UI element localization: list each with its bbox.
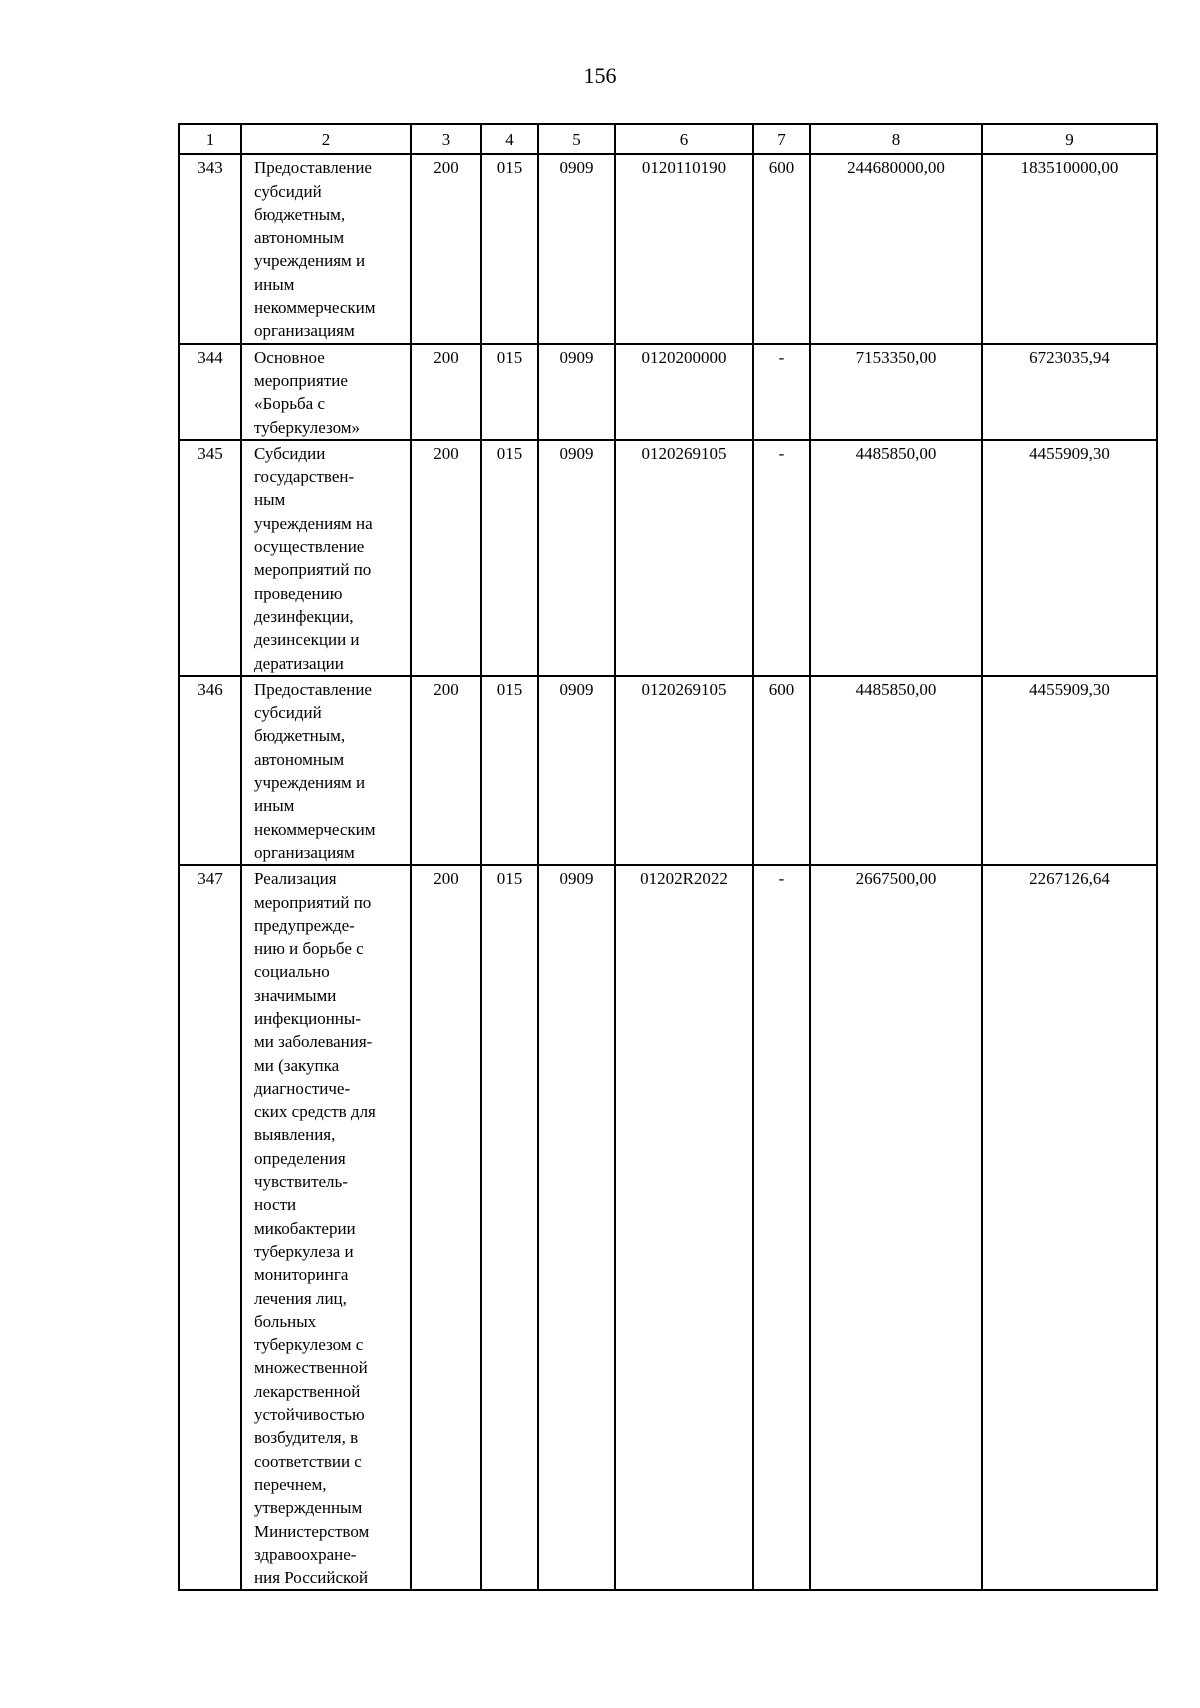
description-line: ным bbox=[254, 490, 286, 510]
admin-code-cell: 200 bbox=[411, 440, 481, 676]
table-body bbox=[179, 154, 1157, 1590]
target-article-cell: 0120269105 bbox=[615, 676, 753, 865]
admin-code-cell: 200 bbox=[411, 865, 481, 1590]
description-line: устойчивостью bbox=[254, 1405, 365, 1425]
description-line: нию и борьбе с bbox=[254, 939, 364, 959]
expense-type-cell: - bbox=[753, 344, 810, 440]
description-line: больных bbox=[254, 1311, 317, 1331]
column-header: 5 bbox=[538, 124, 615, 154]
description-line: Субсидии bbox=[254, 443, 326, 463]
expense-type-cell: 600 bbox=[753, 676, 810, 865]
description-line: бюджетным, bbox=[254, 204, 346, 224]
row-number-cell: 347 bbox=[179, 865, 241, 1590]
description-line: дезинсекции и bbox=[254, 630, 360, 650]
description-line: значимыми bbox=[254, 985, 337, 1005]
table-row bbox=[179, 865, 1157, 1590]
description-line: организациям bbox=[254, 321, 355, 341]
column-header: 7 bbox=[753, 124, 810, 154]
row-number-cell: 343 bbox=[179, 154, 241, 343]
page-number: 156 bbox=[583, 63, 617, 88]
row-number-cell: 345 bbox=[179, 440, 241, 676]
table-row bbox=[179, 676, 1157, 865]
description-line: утвержденным bbox=[254, 1498, 363, 1518]
section-code-cell: 015 bbox=[481, 865, 538, 1590]
planned-amount-cell: 4485850,00 bbox=[810, 440, 982, 676]
description-line: перечнем, bbox=[254, 1474, 327, 1494]
section-code-cell: 015 bbox=[481, 344, 538, 440]
description-line: здравоохране- bbox=[254, 1544, 357, 1564]
description-line: лекарственной bbox=[254, 1381, 361, 1401]
description-line: мониторинга bbox=[254, 1265, 349, 1285]
subsection-code-cell: 0909 bbox=[538, 676, 615, 865]
description-line: возбудителя, в bbox=[254, 1428, 359, 1448]
description-line: туберкулезом с bbox=[254, 1335, 364, 1355]
description-line: осуществление bbox=[254, 537, 365, 557]
description-line: выявления, bbox=[254, 1125, 336, 1145]
column-header: 4 bbox=[481, 124, 538, 154]
column-header: 1 bbox=[179, 124, 241, 154]
description-line: ских средств для bbox=[254, 1102, 376, 1122]
planned-amount-cell: 4485850,00 bbox=[810, 676, 982, 865]
description-line: субсидий bbox=[254, 181, 322, 201]
description-line: иным bbox=[254, 796, 295, 816]
description-line: учреждениям на bbox=[254, 513, 373, 533]
admin-code-cell: 200 bbox=[411, 676, 481, 865]
column-header: 8 bbox=[810, 124, 982, 154]
target-article-cell: 01202R2022 bbox=[615, 865, 753, 1590]
description-line: диагностиче- bbox=[254, 1078, 351, 1098]
table-row bbox=[179, 440, 1157, 676]
description-line: ния Российской bbox=[254, 1568, 369, 1588]
description-line: проведению bbox=[254, 583, 343, 603]
actual-amount-cell: 2267126,64 bbox=[982, 865, 1157, 1590]
description-line: социально bbox=[254, 962, 330, 982]
actual-amount-cell: 183510000,00 bbox=[982, 154, 1157, 343]
description-line: дезинфекции, bbox=[254, 606, 354, 626]
subsection-code-cell: 0909 bbox=[538, 440, 615, 676]
description-line: Предоставление bbox=[254, 158, 372, 178]
column-header: 6 bbox=[615, 124, 753, 154]
description-line: Реализация bbox=[254, 869, 337, 889]
admin-code-cell: 200 bbox=[411, 154, 481, 343]
description-cell bbox=[241, 154, 411, 343]
description-line: мероприятий по bbox=[254, 892, 372, 912]
description-line: автономным bbox=[254, 228, 345, 248]
subsection-code-cell: 0909 bbox=[538, 154, 615, 343]
description-line: Основное bbox=[254, 347, 325, 367]
description-line: мероприятие bbox=[254, 370, 348, 390]
description-line: соответствии с bbox=[254, 1451, 362, 1471]
description-line: дератизации bbox=[254, 653, 344, 673]
description-cell bbox=[241, 865, 411, 1590]
description-line: учреждениям и bbox=[254, 251, 366, 271]
target-article-cell: 0120200000 bbox=[615, 344, 753, 440]
budget-table bbox=[178, 123, 1158, 1591]
description-line: ми заболевания- bbox=[254, 1032, 373, 1052]
description-line: мероприятий по bbox=[254, 560, 372, 580]
description-line: автономным bbox=[254, 749, 345, 769]
description-cell bbox=[241, 676, 411, 865]
description-line: ми (закупка bbox=[254, 1055, 340, 1075]
subsection-code-cell: 0909 bbox=[538, 344, 615, 440]
description-line: Предоставление bbox=[254, 679, 372, 699]
actual-amount-cell: 6723035,94 bbox=[982, 344, 1157, 440]
description-line: туберкулезом» bbox=[254, 417, 361, 437]
description-cell bbox=[241, 440, 411, 676]
actual-amount-cell: 4455909,30 bbox=[982, 676, 1157, 865]
subsection-code-cell: 0909 bbox=[538, 865, 615, 1590]
column-header: 2 bbox=[241, 124, 411, 154]
section-code-cell: 015 bbox=[481, 440, 538, 676]
description-line: иным bbox=[254, 274, 295, 294]
planned-amount-cell: 7153350,00 bbox=[810, 344, 982, 440]
admin-code-cell: 200 bbox=[411, 344, 481, 440]
column-header: 9 bbox=[982, 124, 1157, 154]
description-cell bbox=[241, 344, 411, 440]
description-line: лечения лиц, bbox=[254, 1288, 347, 1308]
description-line: микобактерии bbox=[254, 1218, 356, 1238]
description-line: некоммерческим bbox=[254, 298, 376, 318]
planned-amount-cell: 2667500,00 bbox=[810, 865, 982, 1590]
planned-amount-cell: 244680000,00 bbox=[810, 154, 982, 343]
target-article-cell: 0120110190 bbox=[615, 154, 753, 343]
description-line: множественной bbox=[254, 1358, 368, 1378]
row-number-cell: 346 bbox=[179, 676, 241, 865]
description-line: субсидий bbox=[254, 703, 322, 723]
description-line: некоммерческим bbox=[254, 819, 376, 839]
column-header: 3 bbox=[411, 124, 481, 154]
section-code-cell: 015 bbox=[481, 154, 538, 343]
target-article-cell: 0120269105 bbox=[615, 440, 753, 676]
section-code-cell: 015 bbox=[481, 676, 538, 865]
description-line: предупрежде- bbox=[254, 915, 355, 935]
row-number-cell: 344 bbox=[179, 344, 241, 440]
expense-type-cell: - bbox=[753, 865, 810, 1590]
description-line: Министерством bbox=[254, 1521, 370, 1541]
description-line: чувствитель- bbox=[254, 1172, 348, 1192]
description-line: ности bbox=[254, 1195, 297, 1215]
description-line: туберкулеза и bbox=[254, 1241, 354, 1261]
table-header-row bbox=[179, 124, 1157, 154]
description-line: инфекционны- bbox=[254, 1008, 361, 1028]
description-line: организациям bbox=[254, 842, 355, 862]
table-row bbox=[179, 154, 1157, 343]
description-line: определения bbox=[254, 1148, 346, 1168]
expense-type-cell: - bbox=[753, 440, 810, 676]
table-row bbox=[179, 344, 1157, 440]
expense-type-cell: 600 bbox=[753, 154, 810, 343]
description-line: государствен- bbox=[254, 467, 355, 487]
description-line: учреждениям и bbox=[254, 773, 366, 793]
description-line: «Борьба с bbox=[254, 394, 326, 414]
description-line: бюджетным, bbox=[254, 726, 346, 746]
actual-amount-cell: 4455909,30 bbox=[982, 440, 1157, 676]
